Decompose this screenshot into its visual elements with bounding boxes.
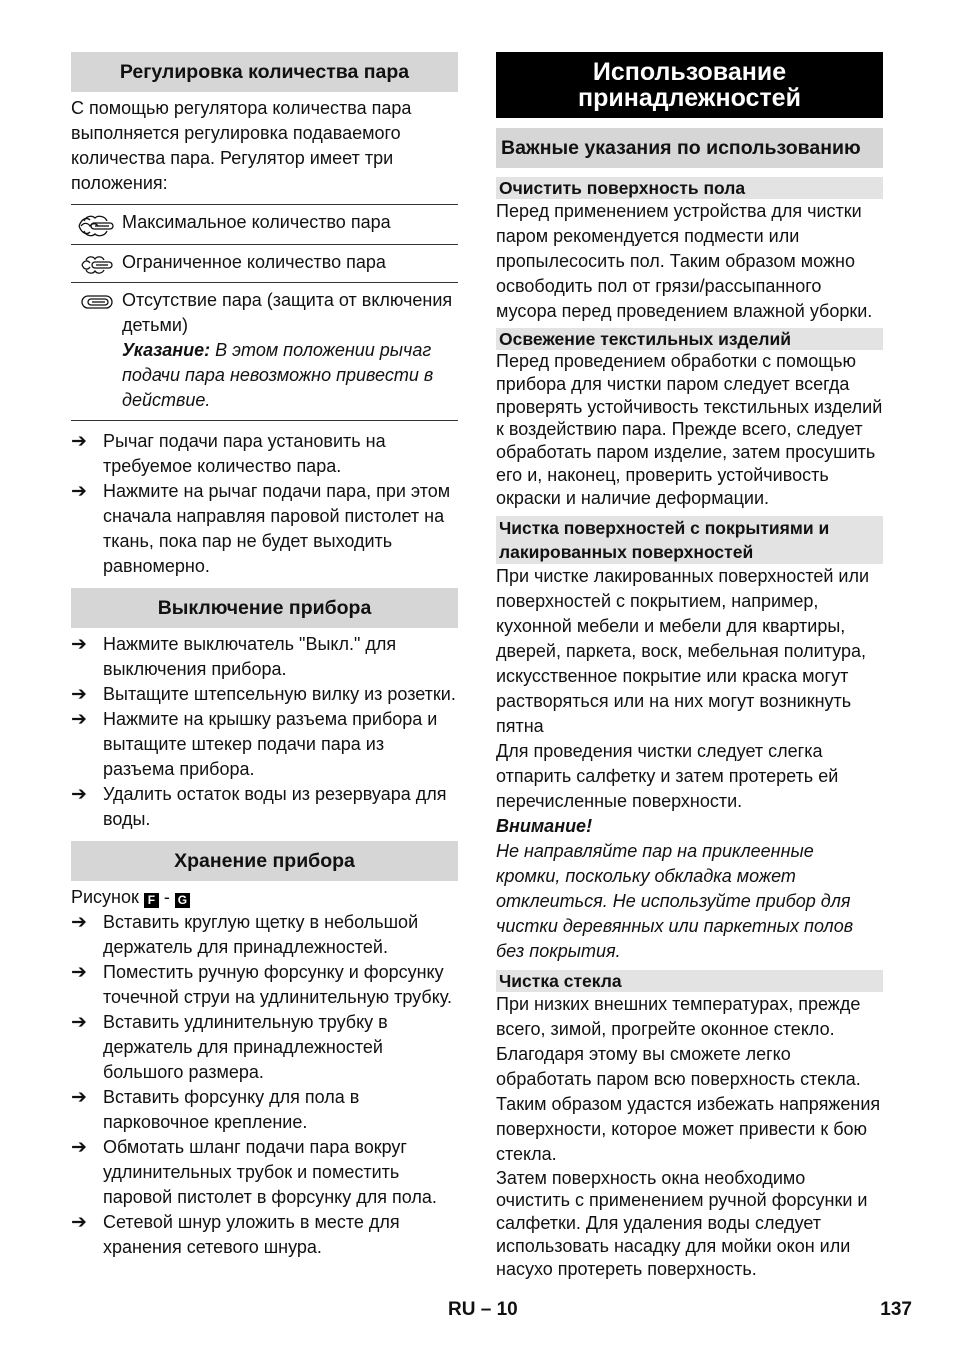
note-text: В этом положении рычаг подачи пара невозможно привести в действие. [122, 340, 434, 410]
note-label: Указание: [122, 340, 211, 360]
floor-text: Перед применением устройства для чистки паром рекомендуется подмести или пропылесосить пол. Таким образом можно освободить пол от грязи/рассыпанного мусора перед проведением влажной уборки. [496, 201, 873, 321]
subheading-coated: Чистка поверхностей с покрытиями и лакированных поверхностей [496, 516, 883, 564]
coated-text-2: Для проведения чистки следует слегка отпарить салфетку и затем протереть ей перечисленные поверхности. [496, 740, 839, 811]
subheading-glass: Чистка стекла [496, 970, 883, 992]
arrow-right-icon: ➔ [71, 684, 87, 705]
textiles-text: Перед проведением обработки с помощью прибора для чистки паром следует всегда проверять устойчивость текстильных изделий к воздействию пара. Прежде всего, следует обработать паром изделие, затем просушить его и, наконец, проверить устойчивость окраски и наличие деформации. [496, 351, 883, 508]
list-item: ➔ Обмотать шланг подачи пара вокруг удлинительных трубок и поместить паровой пистолет в форсунку для пола. [71, 1135, 458, 1210]
switch-off-steps [71, 632, 458, 832]
table-row [71, 283, 458, 420]
steam-off-note [122, 338, 458, 413]
list-item: ➔ Удалить остаток воды из резервуара для воды. [71, 782, 458, 832]
list-item: ➔ Рычаг подачи пара установить на требуемое количество пара. [71, 429, 458, 479]
steam-max-icon [71, 210, 122, 240]
list-item: ➔ Вставить удлинительную трубку в держатель для принадлежностей большого размера. [71, 1010, 458, 1085]
table-row [71, 205, 458, 245]
arrow-right-icon: ➔ [71, 1012, 87, 1033]
section-heading-switch-off: Выключение прибора [71, 588, 458, 628]
steam-off-icon [71, 288, 122, 413]
section-heading-steam-regulation: Регулировка количества пара [71, 52, 458, 92]
list-item: ➔ Нажмите на крышку разъема прибора и вытащите штекер подачи пара из разъема прибора. [71, 707, 458, 782]
arrow-right-icon: ➔ [71, 784, 87, 805]
list-item: ➔ Нажмите выключатель "Выкл." для выключения прибора. [71, 632, 458, 682]
page-title: Использование принадлежностей [496, 52, 883, 118]
footer-section-label: RU – 10 [448, 1299, 518, 1320]
steam-regulation-steps [71, 429, 458, 579]
list-item: ➔ Поместить ручную форсунку и форсунку точечной струи на удлинительную трубку. [71, 960, 458, 1010]
figure-label-f: F [144, 893, 159, 908]
section-heading-usage-notes: Важные указания по использованию [496, 128, 883, 168]
warning-label: Внимание! [496, 815, 593, 836]
warning-text: Не направляйте пар на приклеенные кромки, поскольку обкладка может отклеиться. Не используйте прибор для чистки деревянных или паркетных полов без покрытия. [496, 840, 854, 961]
list-item: ➔ Нажмите на рычаг подачи пара, при этом сначала направляя паровой пистолет на ткань, пока пар не будет выходить равномерно. [71, 479, 458, 579]
steam-limited-label: Ограниченное количество пара [122, 252, 386, 272]
steam-limited-icon [71, 250, 122, 278]
arrow-right-icon: ➔ [71, 481, 87, 502]
list-item: ➔ Вытащите штепсельную вилку из розетки. [71, 684, 456, 705]
arrow-right-icon: ➔ [71, 962, 87, 983]
left-column [71, 52, 458, 1260]
arrow-right-icon: ➔ [71, 634, 87, 655]
subheading-textiles: Освежение текстильных изделий [496, 328, 883, 350]
table-row [71, 245, 458, 283]
right-column [496, 52, 883, 1281]
figure-label-g: G [175, 893, 190, 908]
list-item: ➔ Вставить круглую щетку в небольшой держатель для принадлежностей. [71, 910, 458, 960]
figure-reference: Рисунок F - G [71, 885, 458, 910]
steam-max-label: Максимальное количество пара [122, 212, 391, 232]
arrow-right-icon: ➔ [71, 709, 87, 730]
steam-positions-table [71, 204, 458, 421]
list-item: ➔ Сетевой шнур уложить в месте для хранения сетевого шнура. [71, 1210, 458, 1260]
page-number: 137 [880, 1299, 912, 1320]
coated-text-1: При чистке лакированных поверхностей или поверхностей с покрытием, например, кухонной мебели и мебели для квартиры, дверей, паркета, воск, мебельная политура, искусственное покрытие или краска могут растворяться или на них могут возникнуть пятна [496, 565, 870, 736]
steam-off-label: Отсутствие пара (защита от включения детьми) [122, 290, 453, 335]
arrow-right-icon: ➔ [71, 1137, 87, 1158]
section-heading-storage: Хранение прибора [71, 841, 458, 881]
subheading-floor: Очистить поверхность пола [496, 177, 883, 199]
arrow-right-icon: ➔ [71, 1087, 87, 1108]
arrow-right-icon: ➔ [71, 1212, 87, 1233]
list-item: ➔ Вставить форсунку для пола в парковочное крепление. [71, 1085, 458, 1135]
arrow-right-icon: ➔ [71, 431, 87, 452]
arrow-right-icon: ➔ [71, 912, 87, 933]
glass-text-1: При низких внешних температурах, прежде всего, зимой, прогрейте оконное стекло. Благодаря этому вы сможете легко обработать паром всю поверхность стекла. Таким образом удастся избежать напряжения поверхности, которое может привести к бою стекла. [496, 993, 881, 1164]
steam-regulation-intro: С помощью регулятора количества пара выполняется регулировка подаваемого количества пара. Регулятор имеет три положения: [71, 98, 412, 193]
glass-text-2: Затем поверхность окна необходимо очистить с применением ручной форсунки и салфетки. Для удаления воды следует использовать насадку для мойки окон или насухо протереть поверхность. [496, 1167, 868, 1279]
storage-steps [71, 910, 458, 1260]
